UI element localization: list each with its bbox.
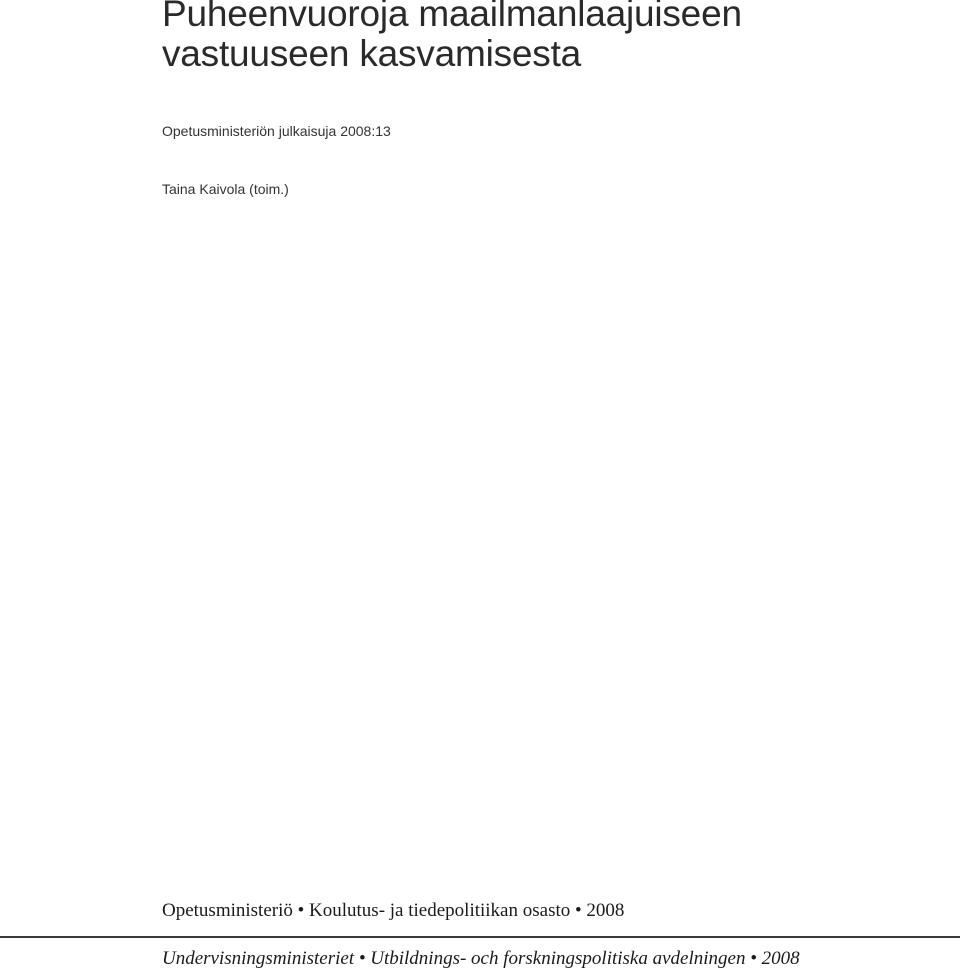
publication-series: Opetusministeriön julkaisuja 2008:13 [162,123,391,139]
document-title-line-1: Puheenvuoroja maailmanlaajuiseen [162,0,742,34]
footer-divider [0,936,960,938]
document-title-line-2: vastuuseen kasvamisesta [162,33,582,74]
publisher-swedish: Undervisningsministeriet • Utbildnings- och forskningspolitiska avdelningen • 2008 [162,948,800,969]
document-title [162,0,742,74]
editor-name: Taina Kaivola (toim.) [162,181,289,197]
publisher-finnish: Opetusministeriö • Koulutus- ja tiedepolitiikan osasto • 2008 [162,900,625,921]
